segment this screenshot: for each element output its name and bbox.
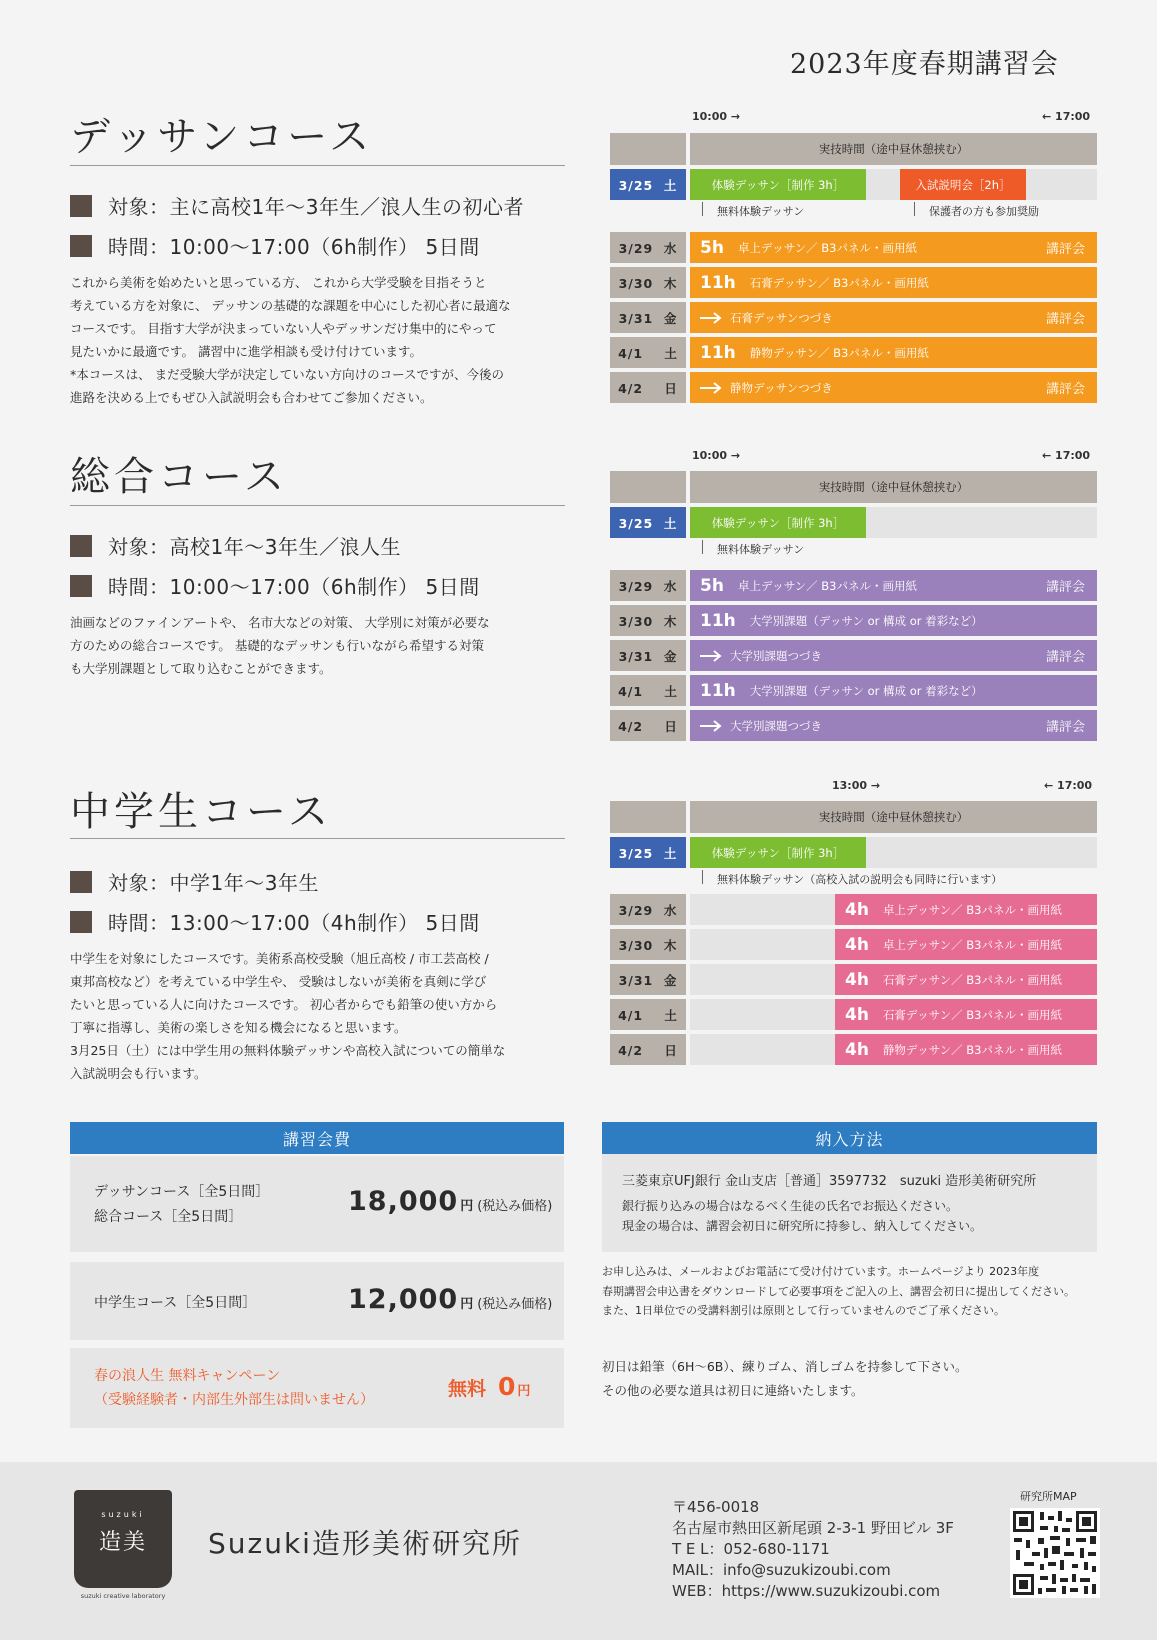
trial-note: 無料体験デッサン [702,540,804,554]
phone: T E L：052-680-1171 [672,1540,830,1558]
row-task: 大学別課題（デッサン or 構成 or 着彩など） [749,613,983,628]
divider [70,505,565,506]
schedule-bar [835,964,1097,995]
row-task: 石膏デッサン／ B3パネル・画用紙 [749,275,929,290]
tools-note: 初日は鉛筆（6H～6B）、練りゴム、消しゴムを持参して下さい。 その他の必要な道具は初日に連絡いたします。 [602,1358,968,1398]
payment-section [602,1122,1097,1403]
course-description: 油画などのファインアートや、 名市大などの対策、 大学別に対策が必要な 方のための総合コースです。 基礎的なデッサンも行いながら希望する対策 も大学別課題として取り込むことができます。 [70,615,490,676]
schedule-bar [690,232,1097,263]
schedule-bar [690,675,1097,706]
qr-code-icon[interactable] [1010,1508,1100,1598]
course-time: 時間：10:00～17:00（6h制作） 5日間 [70,571,480,600]
row-hours: 5h [700,575,724,596]
campaign-note: （受験経験者・内部生外部生は問いません） [94,1392,374,1408]
row-date: 3/31 金 [610,964,686,995]
row-date: 3/30 木 [610,267,686,298]
row-date: 3/30 木 [610,605,686,636]
schedule-bar [835,999,1097,1030]
trial-pill: 体験デッサン［制作 3h］ [690,837,866,868]
row-hours: 11h [700,272,736,293]
payment-box [602,1154,1097,1252]
start-time: 10:00 → [692,110,741,123]
divider [70,838,565,839]
square-icon [70,195,92,217]
fee-price: 0 [498,1372,516,1401]
fee-title: 講習会費 [70,1122,564,1154]
logo: suzuki 造美 [74,1490,172,1588]
row-review: 講評会 [1045,580,1085,595]
course-description: これから美術を始めたいと思っている方、 これから大学受験を目指そうと 考えている方を対象に、 デッサンの基礎的な課題を中心にした初心者に最適な コースです。 目指す大学が決まっていない人やデッサンだけ集中的にやって 見たいかに最適です。 講習中に進学相談も受け付けています。 *本コースは、 まだ受験大学が決定していない方向けのコースですが、今後の 進路を決める上でもぜひ入試説明会も合わせてご参加ください。 [70,275,511,405]
row-date: 4/2 日 [610,1034,686,1065]
schedule-bar [690,605,1097,636]
schedule-header: 実技時間（途中昼休憩挟む） [690,133,1097,165]
end-time: ← 17:00 [1044,779,1093,792]
row-hours: 11h [700,610,736,631]
course-title-dessin: デッサンコース [70,114,374,160]
row-task: 大学別課題（デッサン or 構成 or 着彩など） [749,683,983,698]
row-hours: 5h [700,237,724,258]
schedule-dessin [610,133,1097,403]
payment-title: 納入方法 [602,1122,1097,1154]
trial-pill: 体験デッサン［制作 3h］ [690,507,866,538]
schedule-bar [835,1034,1097,1065]
row-date: 3/31 金 [610,302,686,333]
course-title-junior: 中学生コース [70,789,332,835]
row-hours: 11h [700,680,736,701]
postal-code: 〒456-0018 [672,1498,760,1516]
row-hours: 4h [845,1004,869,1025]
course-description: 中学生を対象にしたコースです。美術系高校受験（旭丘高校 / 市工芸高校 / 東邦高校など）を考えている中学生や、 受験はしないが美術を真剣に学び たいと思っている人に向けたコースです。 初心者からでも鉛筆の使い方から 丁寧に指導し、美術の楽しさを知る機会になると思います。 3月25日（土）には中学生用の無料体験デッサンや高校入試についての簡単な 入試説明会も行います。 [70,951,506,1081]
row-task: 静物デッサン／ B3パネル・画用紙 [749,345,929,360]
apply-note: お申し込みは、メールおよびお電話にて受け付けています。ホームページより 2023年度 春期講習会申込書をダウンロードして必要事項をご記入の上、講習会初日に提出してください。 また、1日単位での受講料割引は原則として行っていませんのでご了承ください。 [602,1265,1075,1317]
trial-note: 無料体験デッサン [702,202,804,216]
start-time: 13:00 → [832,779,881,792]
fee-price: 18,000 [348,1186,459,1217]
schedule-bar [690,337,1097,368]
arrow-right-icon [700,650,722,662]
row-hours: 4h [845,934,869,955]
yen-unit: 円 [460,1297,474,1312]
row-review: 講評会 [1045,650,1085,665]
fee-price: 12,000 [348,1284,459,1315]
trial-date: 3/25 土 [610,169,686,200]
row-hours: 4h [845,969,869,990]
row-hours: 4h [845,899,869,920]
fee-campaign [70,1348,564,1428]
exam-pill: 入試説明会［2h］ [900,169,1026,200]
row-date: 3/29 水 [610,894,686,925]
trial-track [690,169,1097,200]
fee-item [70,1262,564,1340]
square-icon [70,911,92,933]
contact-info [672,1497,954,1602]
trial-pill: 体験デッサン［制作 3h］ [690,169,866,200]
map-label: 研究所MAP [1020,1490,1077,1503]
schedule-junior [610,801,1097,1065]
free-label: 無料 [448,1378,487,1400]
arrow-right-icon [700,382,722,394]
square-icon [70,235,92,257]
course-time: 時間：10:00～17:00（6h制作） 5日間 [70,231,480,260]
start-time: 10:00 → [692,449,741,462]
org-name: Suzuki造形美術研究所 [208,1527,522,1560]
fee-course-name: 中学生コース［全5日間］ [94,1295,257,1311]
yen-unit: 円 [517,1384,531,1399]
row-date: 3/29 水 [610,570,686,601]
row-task: 静物デッサン／ B3パネル・画用紙 [882,1042,1062,1057]
end-time: ← 17:00 [1042,449,1091,462]
row-task: 石膏デッサンつづき [730,310,833,325]
row-date: 4/1 土 [610,337,686,368]
fee-item [70,1156,564,1252]
row-task: 大学別課題つづき [730,718,822,733]
divider [70,165,565,166]
end-time: ← 17:00 [1042,110,1091,123]
schedule-bar [690,570,1097,601]
row-task: 石膏デッサン／ B3パネル・画用紙 [882,1007,1062,1022]
schedule-bar [835,894,1097,925]
row-task: 静物デッサンつづき [730,380,833,395]
web-link[interactable]: WEB：https://www.suzukizoubi.com [672,1582,941,1600]
fee-course-name: デッサンコース［全5日間］ [94,1184,270,1200]
trial-track [690,507,1097,538]
row-task: 卓上デッサン／ B3パネル・画用紙 [737,240,917,255]
row-task: 卓上デッサン／ B3パネル・画用紙 [737,578,917,593]
row-hours: 11h [700,342,736,363]
row-task: 卓上デッサン／ B3パネル・画用紙 [882,937,1062,952]
email-link[interactable]: MAIL：info@suzukizoubi.com [672,1561,891,1579]
square-icon [70,575,92,597]
year-title: 2023年度春期講習会 [790,49,1059,80]
trial-track [690,837,1097,868]
tax-note: (税込み価格) [477,1297,553,1312]
fee-course-name: 総合コース［全5日間］ [94,1209,243,1225]
row-date: 4/1 土 [610,675,686,706]
row-hours: 4h [845,1039,869,1060]
row-review: 講評会 [1045,720,1085,735]
payment-note: 銀行振り込みの場合はなるべく生徒の氏名でお振込ください。 [622,1199,959,1213]
schedule-bar [690,267,1097,298]
arrow-right-icon [700,312,722,324]
schedule-bar [690,302,1097,333]
row-date: 4/2 日 [610,710,686,741]
row-review: 講評会 [1045,312,1085,327]
course-target: 対象：中学1年～3年生 [70,867,319,896]
schedule-header: 実技時間（途中昼休憩挟む） [690,471,1097,503]
exam-note: 保護者の方も参加奨励 [914,202,1039,216]
trial-date: 3/25 土 [610,507,686,538]
row-task: 石膏デッサン／ B3パネル・画用紙 [882,972,1062,987]
schedule-sougou [610,471,1097,741]
bank-info: 三菱東京UFJ銀行 金山支店［普通］3597732 suzuki 造形美術研究所 [622,1174,1037,1189]
course-target: 対象：高校1年～3年生／浪人生 [70,531,401,560]
schedule-bar [690,372,1097,403]
payment-note: 現金の場合は、講習会初日に研究所に持参し、納入してください。 [622,1219,983,1233]
trial-note: 無料体験デッサン（高校入試の説明会も同時に行います） [702,870,1002,884]
fee-section [70,1122,564,1428]
square-icon [70,871,92,893]
row-task: 大学別課題つづき [730,648,822,663]
course-target: 対象：主に高校1年～3年生／浪人生の初心者 [70,191,524,220]
row-review: 講評会 [1045,382,1085,397]
row-date: 3/30 木 [610,929,686,960]
tax-note: (税込み価格) [477,1199,553,1214]
row-task: 卓上デッサン／ B3パネル・画用紙 [882,902,1062,917]
course-time: 時間：13:00～17:00（4h制作） 5日間 [70,907,480,936]
schedule-header: 実技時間（途中昼休憩挟む） [690,801,1097,833]
row-date: 4/2 日 [610,372,686,403]
schedule-bar [690,710,1097,741]
schedule-bar [690,640,1097,671]
row-review: 講評会 [1045,242,1085,257]
row-date: 3/29 水 [610,232,686,263]
row-date: 3/31 金 [610,640,686,671]
row-date: 4/1 土 [610,999,686,1030]
logo-subtitle: suzuki creative laboratory [80,1592,166,1600]
address: 名古屋市熱田区新尾頭 2-3-1 野田ビル 3F [672,1519,954,1537]
trial-date: 3/25 土 [610,837,686,868]
campaign-title: 春の浪人生 無料キャンペーン [94,1368,281,1384]
schedule-bar [835,929,1097,960]
square-icon [70,535,92,557]
course-title-sougou: 総合コース [70,454,288,500]
yen-unit: 円 [460,1199,474,1214]
footer [0,1462,1157,1640]
arrow-right-icon [700,720,722,732]
